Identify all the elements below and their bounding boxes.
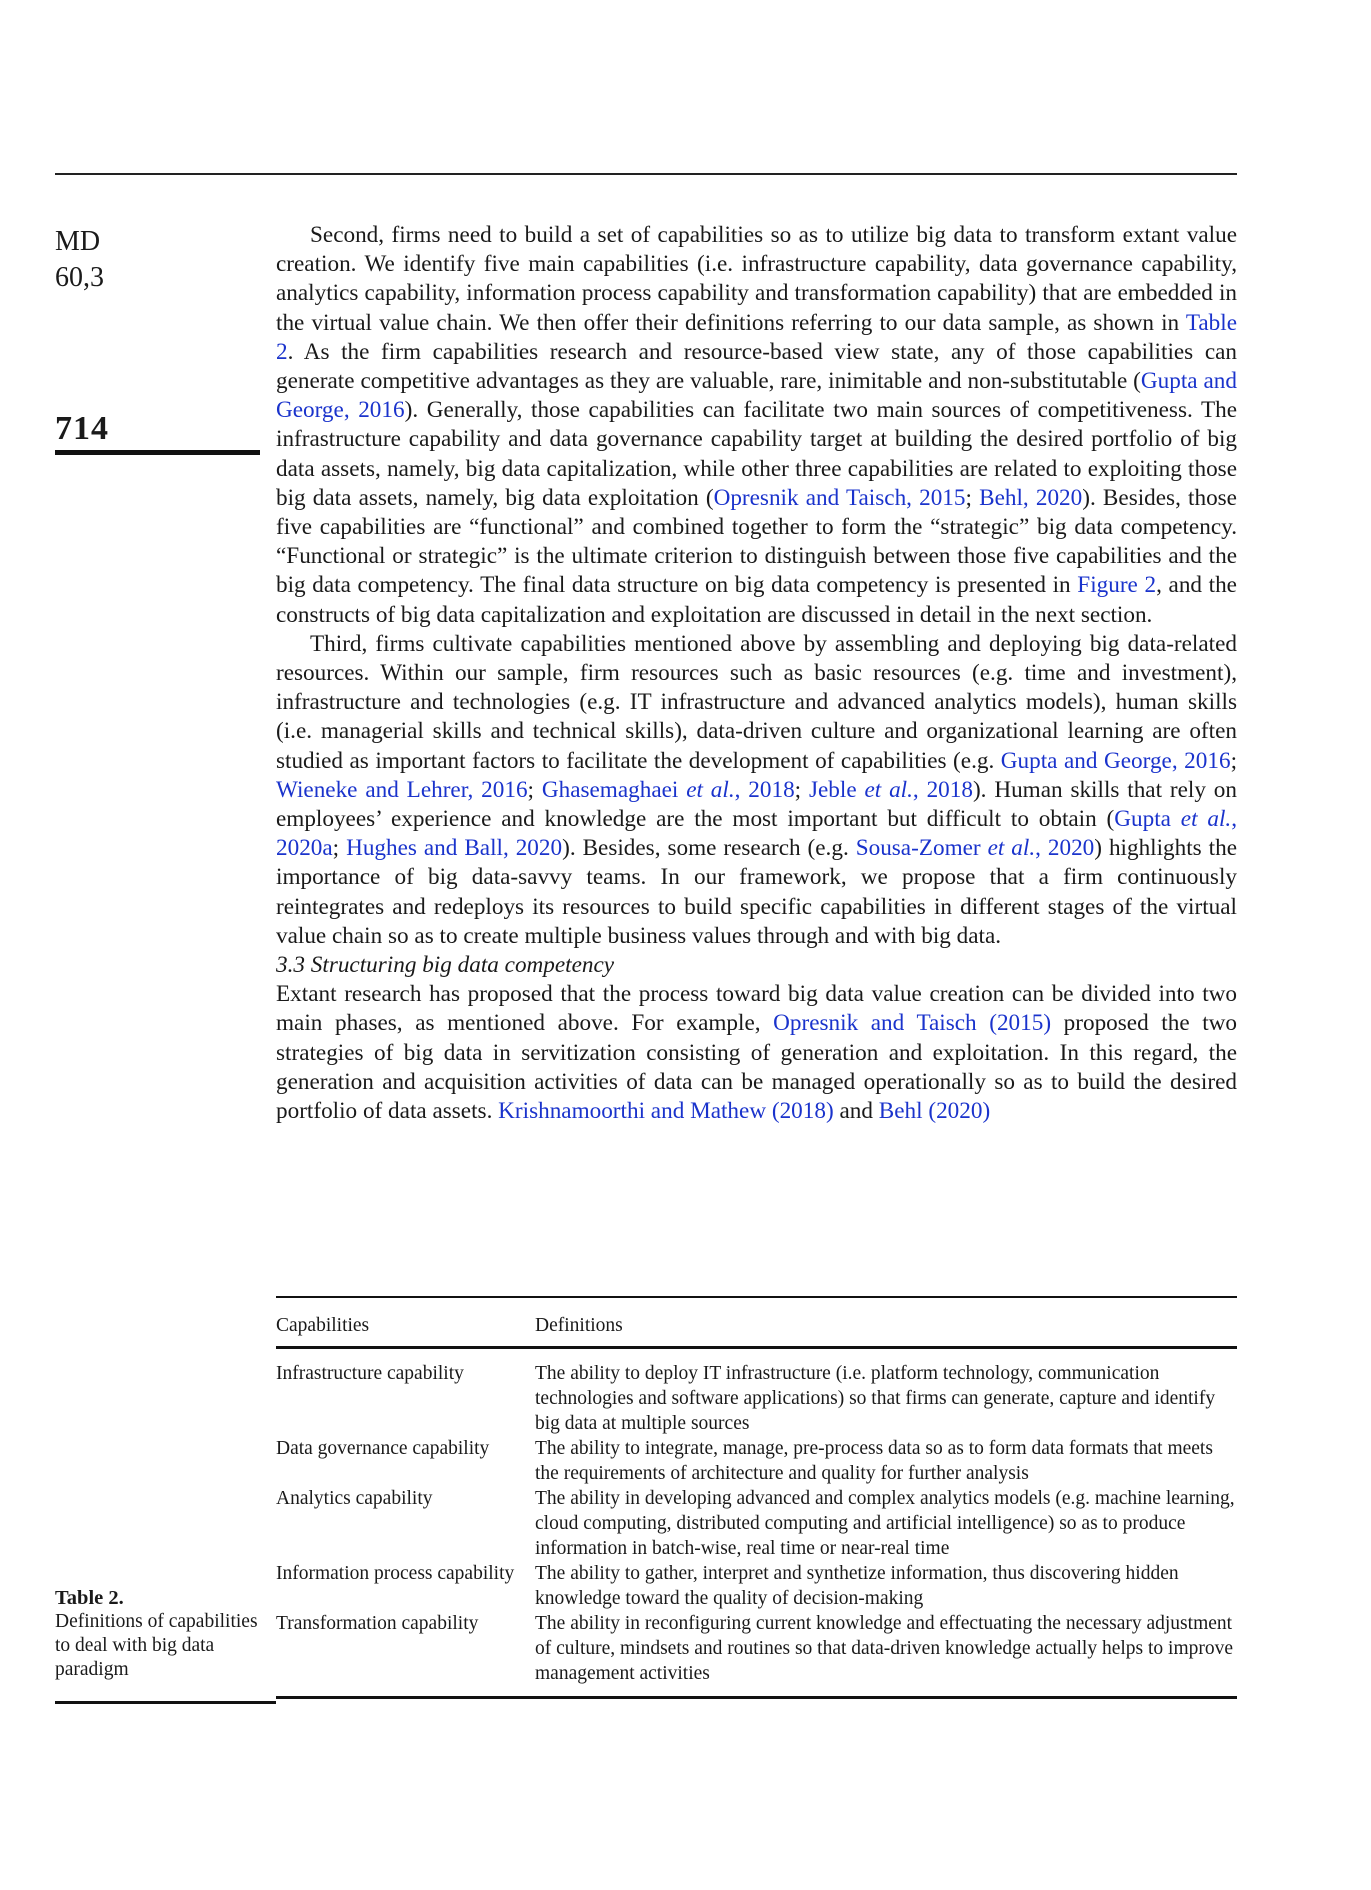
paragraph: Second, firms need to build a set of capabilities so as to utilize big data to transform extant value creation. We identify five main capabilities (i.e. infrastructure capability, data governance capability, analytics capability, information process capability and transformation capability) that are embedded in the virtual value chain. We then offer their definitions referring to our data sample, as shown in Table 2. As the firm capabilities research and resource-based view state, any of those capabilities can generate competitive advantages as they are valuable, rare, inimitable and non-substitutable (Gupta and George, 2016). Generally, those capabilities can facilitate two main sources of competitiveness. The infrastructure capability and data governance capability target at building the desired portfolio of big data assets, namely, big data capitalization, while other three capabilities are related to exploiting those big data assets, namely, big data exploitation (Opresnik and Taisch, 2015; Behl, 2020). Besides, those five capabilities are “functional” and combined together to form the “strategic” big data competency. “Functional or strategic” is the ultimate criterion to distinguish between those five capabilities and the big data competency. The final data structure on big data competency is presented in Figure 2, and the constructs of big data capitalization and exploitation are discussed in detail in the next section. [276,222,1237,628]
citation-link[interactable]: , 2018 [912,776,973,803]
table-body [276,1349,1237,1686]
citation-link[interactable]: Sousa-Zomer [855,835,988,862]
definition-cell: The ability in developing advanced and complex analytics models (e.g. machine learning, cloud computing, distributed computing and artificial intelligence) so as to produce information in batch-wise, real time or near-real time [535,1488,1235,1559]
citation-link[interactable]: Gupta and George, 2016 [276,368,1237,424]
citation-link[interactable]: Opresnik and Taisch, 2015 [713,484,966,511]
citation-link[interactable]: Opresnik and Taisch (2015) [773,1010,1052,1037]
citation-link[interactable]: , 2020a [276,806,1237,862]
table-row [276,1361,1237,1436]
definition-cell: The ability in reconfiguring current knowledge and effectuating the necessary adjustment of culture, mindsets and routines so that data-driven knowledge actually helps to improve management activities [535,1613,1234,1684]
column-header-definitions: Definitions [535,1315,623,1336]
caption-rule [55,1701,276,1704]
page-number: 714 [55,410,109,447]
table-caption-text: Definitions of capabilities to deal with big data paradigm [55,1611,258,1680]
paragraph: Extant research has proposed that the process toward big data value creation can be divided into two main phases, as mentioned above. For example, Opresnik and Taisch (2015) proposed the two strategies of big data in servitization consisting of generation and exploitation. In this regard, the generation and acquisition activities of data can be managed operationally so as to build the desired portfolio of data assets. Krishnamoorthi and Mathew (2018) and Behl (2020) [276,981,1238,1125]
citation-link[interactable]: Behl (2020) [878,1098,991,1125]
citation-link[interactable]: Gupta [1114,806,1181,833]
definition-cell: The ability to integrate, manage, pre-process data so as to form data formats that meets the requirements of architecture and quality for further analysis [535,1438,1213,1484]
table-row [276,1611,1237,1686]
definition-cell: The ability to gather, interpret and synthetize information, thus discovering hidden knowledge toward the quality of decision-making [535,1563,1179,1609]
citation-link[interactable]: Gupta and George, 2016 [1000,747,1231,774]
journal-volume [55,224,104,296]
capability-cell: Transformation capability [276,1613,479,1634]
header-rule [55,173,1237,175]
citation-link[interactable]: et al. [1180,806,1232,833]
table-header-row [276,1298,1237,1346]
citation-link[interactable]: et al. [686,776,735,803]
citation-link[interactable]: Krishnamoorthi and Mathew (2018) [498,1098,834,1125]
citation-link[interactable]: et al. [987,835,1036,862]
table-row [276,1436,1237,1486]
journal-name: MD [55,226,101,257]
capabilities-table [276,1296,1237,1699]
page-number-rule [55,450,260,455]
citation-link[interactable]: Table 2 [276,309,1237,365]
table-row [276,1486,1237,1561]
table-caption-label: Table 2. [55,1587,124,1609]
column-header-capabilities: Capabilities [276,1315,370,1336]
citation-link[interactable]: Wieneke and Lehrer, 2016 [276,776,528,803]
citation-link[interactable]: Figure 2 [1077,572,1157,599]
section-heading: 3.3 Structuring big data competency [276,952,615,979]
citation-link[interactable]: Jeble [808,776,865,803]
paragraph: Third, firms cultivate capabilities mentioned above by assembling and deploying big data-related resources. Within our sample, firm resources such as basic resources (e.g. time and investment), infrastructure and technologies (e.g. IT infrastructure and advanced analytics models), human skills (i.e. managerial skills and technical skills), data-driven culture and organizational learning are often studied as important factors to facilitate the development of capabilities (e.g. Gupta and George, 2016; Wieneke and Lehrer, 2016; Ghasemaghaei et al., 2018; Jeble et al., 2018). Human skills that rely on employees’ experience and knowledge are the most important but difficult to obtain (Gupta et al., 2020a; Hughes and Ball, 2020). Besides, some research (e.g. Sousa-Zomer et al., 2020) highlights the importance of big data-savvy teams. In our framework, we propose that a firm continuously reintegrates and redeploys its resources to build specific capabilities in different stages of the virtual value chain so as to create multiple business values through and with big data. [276,630,1238,949]
capability-cell: Data governance capability [276,1438,490,1459]
table-row [276,1561,1237,1611]
table-bottom-rule [276,1696,1237,1699]
definition-cell: The ability to deploy IT infrastructure (i.e. platform technology, communication technologies and software applications) so that firms can generate, capture and identify big data at multiple sources [535,1363,1216,1434]
citation-link[interactable]: , 2018 [734,776,795,803]
citation-link[interactable]: Ghasemaghaei [541,776,687,803]
citation-link[interactable]: Behl, 2020 [979,484,1083,511]
body-text [276,221,1237,1126]
citation-link[interactable]: et al. [864,776,913,803]
capability-cell: Information process capability [276,1563,515,1584]
table-caption [55,1586,270,1682]
capability-cell: Infrastructure capability [276,1363,464,1384]
capability-cell: Analytics capability [276,1488,433,1509]
citation-link[interactable]: Hughes and Ball, 2020 [346,835,563,862]
volume-issue: 60,3 [55,262,104,293]
citation-link[interactable]: , 2020 [1035,835,1095,862]
